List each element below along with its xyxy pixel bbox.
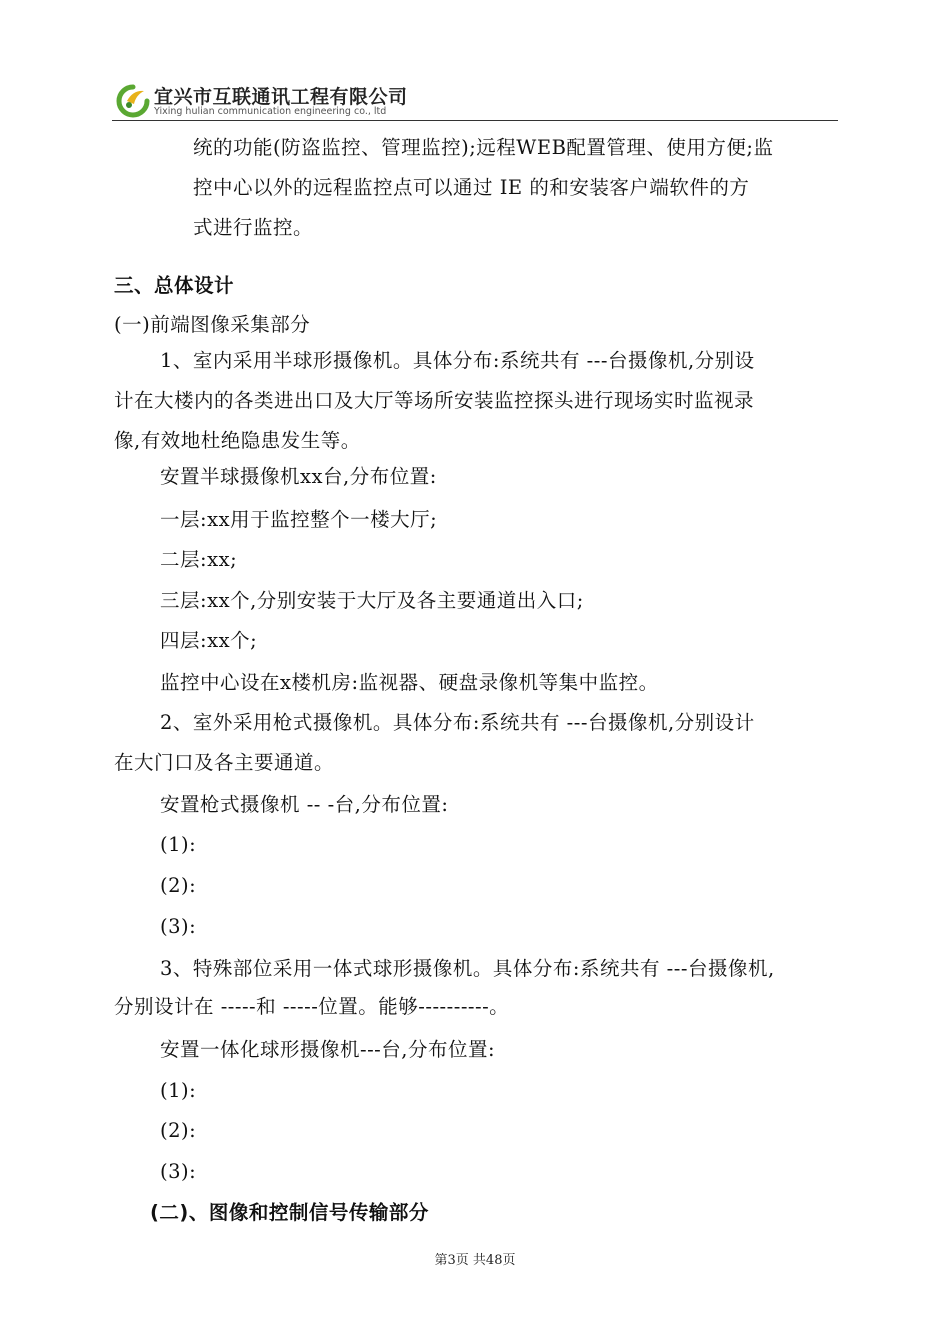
body-line: 监控中心设在x楼机房:监视器、硬盘录像机等集中监控。 [160, 671, 659, 694]
body-line: 分别设计在 -----和 -----位置。能够----------。 [114, 995, 510, 1018]
body-line: 统的功能(防盗监控、管理监控);远程WEB配置管理、使用方便;监 [193, 136, 774, 159]
list-item: (3): [160, 915, 197, 938]
list-item: (2): [160, 874, 197, 897]
list-item: (1): [160, 833, 197, 856]
body-line: 四层:xx个; [160, 629, 258, 652]
page-header [112, 78, 838, 122]
company-logo-icon [116, 84, 150, 118]
list-item: (3): [160, 1160, 197, 1183]
section-heading: 三、总体设计 [114, 274, 235, 297]
body-line: 三层:xx个,分别安装于大厅及各主要通道出入口; [160, 589, 584, 612]
body-line: 计在大楼内的各类进出口及大厅等场所安装监控探头进行现场实时监视录 [114, 389, 755, 412]
company-logo [116, 82, 406, 120]
body-line: 2、室外采用枪式摄像机。具体分布:系统共有 ---台摄像机,分别设计 [160, 711, 755, 734]
body-line: 安置一体化球形摄像机---台,分布位置: [160, 1038, 496, 1061]
body-line: 式进行监控。 [193, 216, 314, 239]
body-line: 一层:xx用于监控整个一楼大厅; [160, 508, 438, 531]
body-line: 安置半球摄像机xx台,分布位置: [160, 465, 437, 488]
body-line: 控中心以外的远程监控点可以通过 IE 的和安装客户端软件的方 [193, 176, 750, 199]
body-line: 二层:xx; [160, 548, 238, 571]
body-line: 在大门口及各主要通道。 [114, 751, 335, 774]
subsection-heading: (一)前端图像采集部分 [114, 313, 311, 336]
body-line: 像,有效地杜绝隐患发生等。 [114, 429, 361, 452]
list-item: (1): [160, 1079, 197, 1102]
list-item: (2): [160, 1119, 197, 1142]
page-number: 第3页 共48页 [434, 1253, 516, 1268]
header-divider [112, 120, 838, 121]
subsection-heading: (二)、图像和控制信号传输部分 [150, 1201, 429, 1224]
body-line: 1、室内采用半球形摄像机。具体分布:系统共有 ---台摄像机,分别设 [160, 349, 755, 372]
body-line: 3、特殊部位采用一体式球形摄像机。具体分布:系统共有 ---台摄像机, [160, 957, 775, 980]
company-name: 宜兴市互联通讯工程有限公司 [154, 86, 408, 108]
body-line: 安置枪式摄像机 -- -台,分布位置: [160, 793, 449, 816]
company-english-name: Yixing hulian communication engineering co., ltd [154, 106, 387, 117]
